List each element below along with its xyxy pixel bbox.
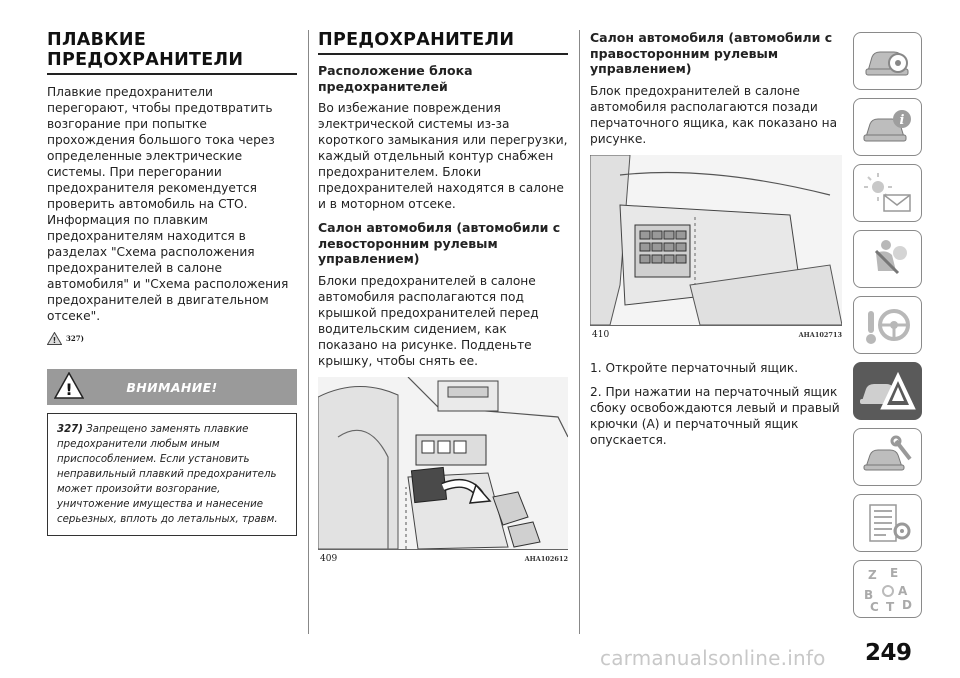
emergency-triangle-icon (860, 369, 916, 413)
lhd-paragraph: Блоки предохранителей в салоне автомобиля располагаются под крышкой предохранителей перед водительским сидением, как показано на рисунке. Подденьте крышку, чтобы снять ее. (318, 273, 539, 368)
tab-service[interactable] (853, 428, 922, 486)
subheading-rhd: Салон автомобиля (автомобили с правосторонним рулевым управлением) (590, 30, 833, 76)
column-divider (308, 30, 309, 634)
warning-number: 327) (57, 424, 83, 435)
car-dashboard-icon (862, 41, 914, 81)
warning-reference-number: 327) (66, 334, 84, 343)
intro-paragraph: Плавкие предохранители перегорают, чтобы предотвратить возгорание при попытке прохождения большого тока через определенные электрические системы. При перегорании предохранителя рекомендуется проверить автомобиль на СТО. Информация по плавким предохранителям находится в разделах "Схема расположения предохранителей в салоне автомобиля" и "Схема расположения предохранителей в двигательном отсеке". (47, 85, 289, 323)
fuse-location-column (318, 30, 568, 564)
figure-409 (318, 377, 568, 550)
figure-number: 410 (592, 329, 610, 340)
steering-wheel-icon (862, 303, 914, 347)
tab-emergency[interactable] (853, 362, 922, 420)
figure-409-caption (318, 550, 568, 564)
index-letter-e: E (889, 566, 898, 580)
tab-safety[interactable] (853, 230, 922, 288)
rhd-fuse-box-illustration (590, 155, 842, 325)
page-number: 249 (865, 640, 912, 666)
tab-technical-data[interactable] (853, 494, 922, 552)
warning-header (47, 369, 297, 405)
tab-index[interactable] (853, 560, 922, 618)
rhd-paragraph: Блок предохранителей в салоне автомобиля располагаются позади перчаточного ящика, как показано на рисунке. (590, 83, 838, 146)
svg-text:!: ! (52, 336, 57, 345)
figure-410 (590, 155, 842, 326)
svg-text:i: i (899, 113, 904, 128)
chapter-tabs (853, 32, 923, 626)
figure-code: AHA102612 (524, 554, 568, 563)
index-letter-d: D (901, 598, 912, 612)
warning-reference[interactable] (47, 332, 297, 345)
watermark: carmanualsonline.info (600, 646, 826, 670)
step-2: 2. При нажатии на перчаточный ящик сбоку освобождаются левый и правый крючки (A) и перчаточный ящик опускается. (590, 384, 840, 447)
warning-text: Запрещено заменять плавкие предохранители любым иным приспособлением. Если установить неправильный плавкий предохранитель может произойти возгорание, уничтожение имущества и нанесение серьезных, вплоть до летальных, травм. (57, 424, 278, 525)
fuses-heading: ПРЕДОХРАНИТЕЛИ (318, 30, 568, 55)
airbag-seatbelt-icon (862, 237, 914, 281)
technical-data-icon (862, 501, 914, 545)
car-service-icon (862, 435, 914, 479)
index-letter-a: A (897, 584, 907, 598)
warning-box (47, 413, 297, 536)
section-title-line1: ПЛАВКИЕ (47, 30, 147, 50)
svg-text:!: ! (65, 380, 73, 399)
figure-code: AHA102713 (798, 330, 842, 339)
tab-car-info[interactable] (853, 98, 922, 156)
car-info-icon (862, 107, 914, 147)
warning-lights-icon (862, 171, 914, 215)
index-letter-t: T (885, 600, 894, 613)
lhd-fuse-panel-illustration (318, 377, 568, 549)
tab-driving[interactable] (853, 296, 922, 354)
section-title-line2: ПРЕДОХРАНИТЕЛИ (47, 50, 244, 70)
subheading-location: Расположение блока предохранителей (318, 63, 473, 94)
figure-number: 409 (320, 553, 338, 564)
warning-text-block (57, 422, 288, 527)
warning-title: ВНИМАНИЕ! (126, 379, 218, 395)
rhd-column (590, 30, 842, 456)
warning-triangle-icon (47, 332, 62, 345)
alphabetical-index-icon (860, 565, 916, 613)
step-1: 1. Откройте перчаточный ящик. (590, 360, 799, 375)
subheading-lhd: Салон автомобиля (автомобили с левосторонним рулевым управлением) (318, 220, 561, 266)
section-title (47, 30, 297, 75)
column-divider (579, 30, 580, 634)
fuses-intro-column (47, 30, 297, 536)
tab-dashboard[interactable] (853, 32, 922, 90)
location-paragraph: Во избежание повреждения электрической системы из-за короткого замыкания или перегрузки, каждый отдельный контур снабжен предохранителем. Блоки предохранителей находятся в салоне и в моторном отсеке. (318, 101, 568, 211)
tab-warning-lights[interactable] (853, 164, 922, 222)
index-letter-b: B (863, 588, 873, 602)
index-letter-c: C (869, 600, 879, 613)
figure-410-caption (590, 326, 842, 340)
warning-triangle-icon (54, 372, 84, 399)
index-letter-z: Z (867, 568, 877, 582)
